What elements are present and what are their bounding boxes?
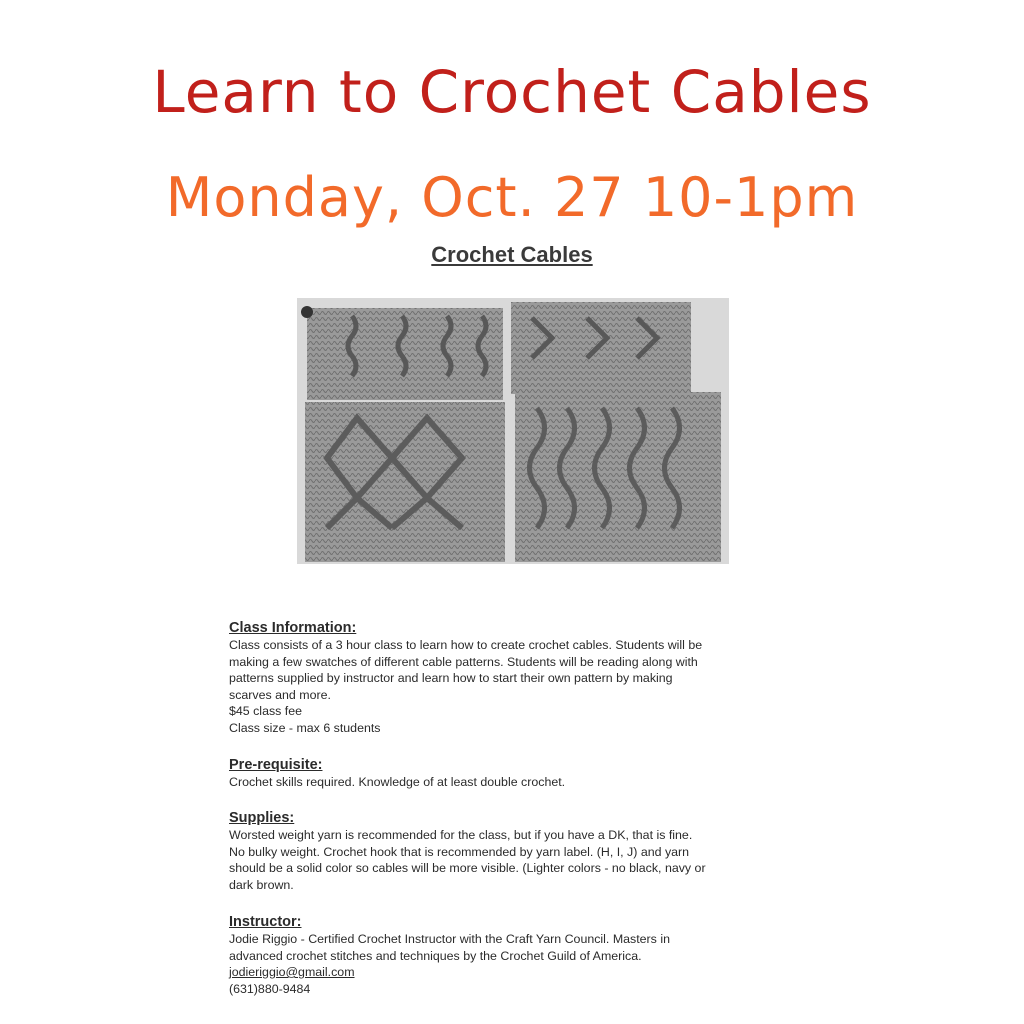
instructor-line: Jodie Riggio - Certified Crochet Instructor with the Craft Yarn Council. Masters in <box>229 932 670 946</box>
photo-marker-dot-icon <box>301 306 313 318</box>
supplies-heading: Supplies: <box>229 810 295 826</box>
crochet-swatches-photo <box>297 298 729 564</box>
class-information-heading: Class Information: <box>229 620 357 636</box>
instructor-line: advanced crochet stitches and techniques by the Crochet Guild of America. <box>229 948 642 963</box>
class-fee: $45 class fee <box>229 704 303 718</box>
flyer-heading: Crochet Cables <box>431 242 593 267</box>
class-size: Class size - max 6 students <box>229 720 381 735</box>
class-info-line: Class consists of a 3 hour class to learn how to create crochet cables. Students will be <box>229 638 703 652</box>
supplies-line: should be a solid color so cables will be more visible. (Lighter colors - no black, navy or <box>229 861 706 875</box>
crochet-swatches-illustration <box>297 298 729 564</box>
class-information-section <box>229 619 829 736</box>
prerequisite-line: Crochet skills required. Knowledge of at least double crochet. <box>229 775 566 789</box>
instructor-phone: (631)880-9484 <box>229 981 311 996</box>
event-date: Monday, Oct. 27 10-1pm <box>165 166 859 229</box>
instructor-section <box>229 913 829 997</box>
supplies-line: No bulky weight. Crochet hook that is recommended by yarn label. (H, I, J) and yarn <box>229 844 690 859</box>
class-info-line: patterns supplied by instructor and learn how to start their own pattern by making <box>229 671 673 685</box>
supplies-line: dark brown. <box>229 877 294 892</box>
supplies-line: Worsted weight yarn is recommended for the class, but if you have a DK, that is fine. <box>229 828 693 842</box>
supplies-section <box>229 809 829 893</box>
instructor-heading: Instructor: <box>229 914 302 930</box>
prerequisite-heading: Pre-requisite: <box>229 757 323 773</box>
event-title: Learn to Crochet Cables <box>152 58 872 126</box>
instructor-email-link[interactable]: jodieriggio@gmail.com <box>229 965 355 979</box>
class-info-line: making a few swatches of different cable patterns. Students will be reading along with <box>229 654 698 669</box>
class-info-line: scarves and more. <box>229 687 331 702</box>
prerequisite-section <box>229 756 829 791</box>
